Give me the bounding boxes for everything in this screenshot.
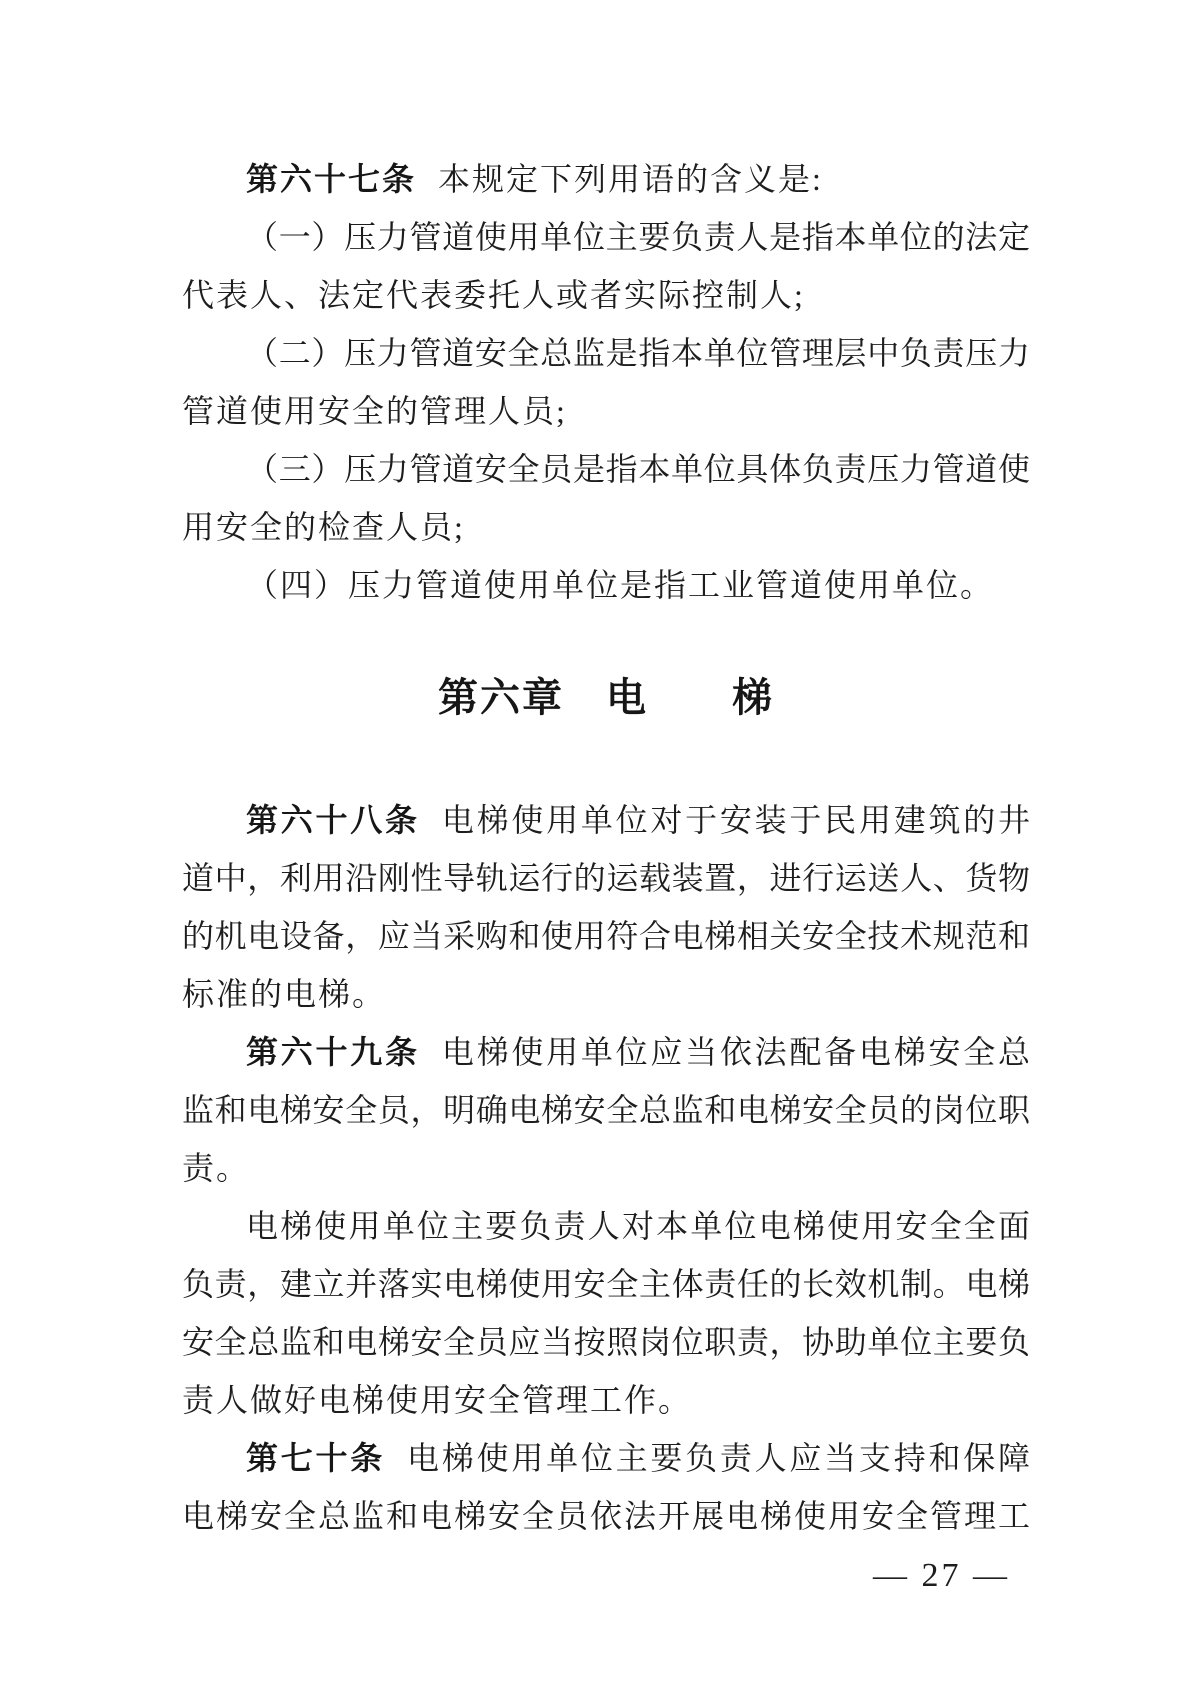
text-line: 第六十七条 本规定下列用语的含义是: [246, 161, 823, 197]
document-body [182, 150, 1033, 1545]
page-number: — 27 — [873, 1557, 1010, 1594]
text-line: 第七十条 电梯使用单位主要负责人应当支持和保障 [246, 1440, 1030, 1476]
text-line: 第六十九条 电梯使用单位应当依法配备电梯安全总 [246, 1034, 1030, 1070]
text-line: （三）压力管道安全员是指本单位具体负责压力管道使 [246, 451, 1030, 487]
article-number: 第六十八条 [246, 802, 420, 838]
text-line: 安全总监和电梯安全员应当按照岗位职责，协助单位主要负 [182, 1324, 1030, 1360]
article-number: 第七十条 [246, 1440, 386, 1476]
chapter-heading: 第六章 电 梯 [438, 676, 774, 720]
text-line: 标准的电梯。 [182, 976, 387, 1012]
text-line: 用安全的检查人员; [182, 509, 465, 545]
text-line: 代表人、法定代表委托人或者实际控制人; [182, 277, 805, 313]
text-line: 电梯安全总监和电梯安全员依法开展电梯使用安全管理工 [182, 1498, 1033, 1534]
text-line: 管道使用安全的管理人员; [182, 393, 567, 429]
text-line: 监和电梯安全员，明确电梯安全总监和电梯安全员的岗位职 [182, 1092, 1030, 1128]
text-line: 的机电设备，应当采购和使用符合电梯相关安全技术规范和 [182, 918, 1030, 954]
text-line: 道中，利用沿刚性导轨运行的运载装置，进行运送人、货物 [182, 860, 1030, 896]
text-line: （一）压力管道使用单位主要负责人是指本单位的法定 [246, 219, 1030, 255]
text-line: 电梯使用单位主要负责人对本单位电梯使用安全全面 [246, 1208, 1030, 1244]
text-line: 责。 [182, 1150, 251, 1186]
article-67 [182, 150, 1030, 614]
text-line: （二）压力管道安全总监是指本单位管理层中负责压力 [246, 335, 1030, 371]
text-line: 负责，建立并落实电梯使用安全主体责任的长效机制。电梯 [182, 1266, 1030, 1302]
articles-68-70 [182, 791, 1033, 1545]
article-number: 第六十九条 [246, 1034, 420, 1070]
article-number: 第六十七条 [246, 161, 417, 197]
text-line: 责人做好电梯使用安全管理工作。 [182, 1382, 693, 1418]
text-line: 第六十八条 电梯使用单位对于安装于民用建筑的井 [246, 802, 1030, 838]
text-line: （四）压力管道使用单位是指工业管道使用单位。 [246, 567, 995, 603]
